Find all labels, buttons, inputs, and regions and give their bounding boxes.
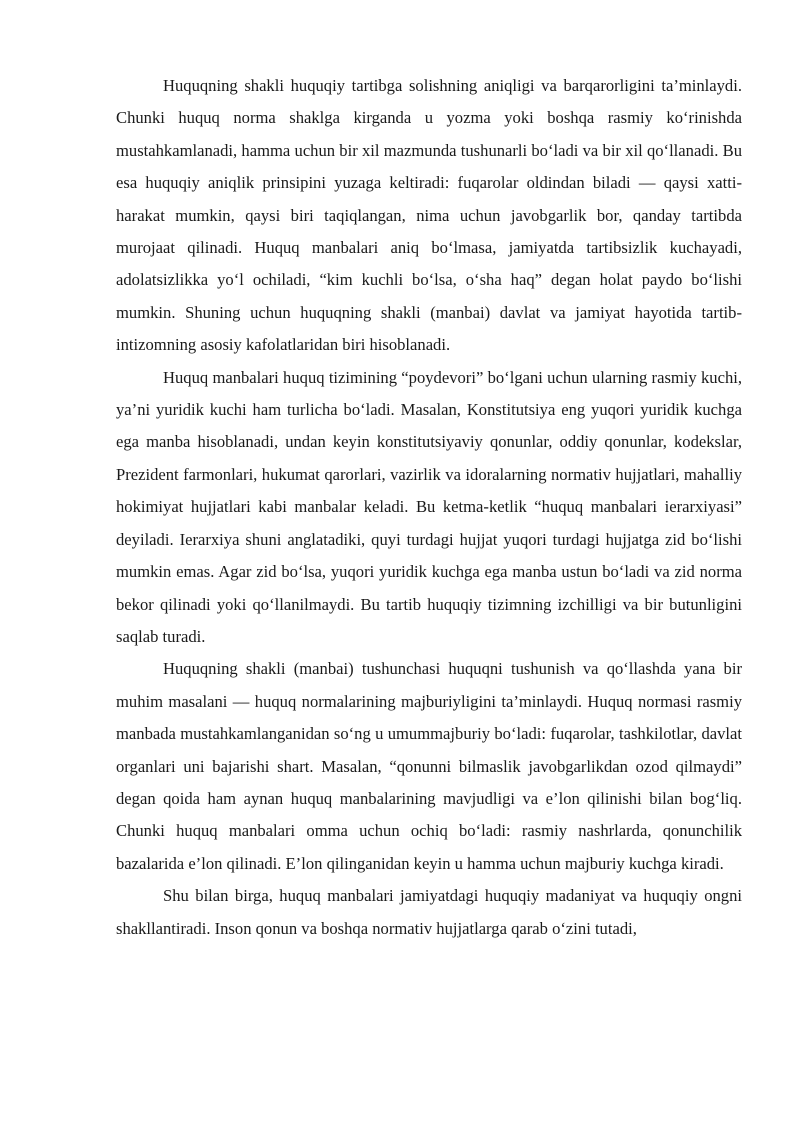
document-page: [116, 70, 742, 945]
paragraph-1: Huquqning shakli huquqiy tartibga solishning aniqligi va barqarorligini ta’minlaydi. Chunki huquq norma shaklga kirganda u yozma yoki boshqa rasmiy ko‘rinishda mustahkamlanadi, hamma uchun bir xil mazmunda tushunarli bo‘ladi va bir xil qo‘llanadi. Bu esa huquqiy aniqlik prinsipini yuzaga keltiradi: fuqarolar oldindan biladi — qaysi xatti-harakat mumkin, qaysi biri taqiqlangan, nima uchun javobgarlik bor, qanday tartibda murojaat qilinadi. Huquq manbalari aniq bo‘lmasa, jamiyatda tartibsizlik kuchayadi, adolatsizlikka yo‘l ochiladi, “kim kuchli bo‘lsa, o‘sha haq” degan holat paydo bo‘lishi mumkin. Shuning uchun huquqning shakli (manbai) davlat va jamiyat hayotida tartib-intizomning asosiy kafolatlaridan biri hisoblanadi.: [116, 76, 742, 355]
paragraph-4: Shu bilan birga, huquq manbalari jamiyatdagi huquqiy madaniyat va huquqiy ongni shakllantiradi. Inson qonun va boshqa normativ hujjatlarga qarab o‘zini tutadi,: [116, 886, 742, 938]
paragraph-3: Huquqning shakli (manbai) tushunchasi huquqni tushunish va qo‘llashda yana bir muhim masalani — huquq normalarining majburiyligini ta’minlaydi. Huquq normasi rasmiy manbada mustahkamlanganidan so‘ng u umummajburiy bo‘ladi: fuqarolar, tashkilotlar, davlat organlari uni bajarishi shart. Masalan, “qonunni bilmaslik javobgarlikdan ozod qilmaydi” degan qoida ham aynan huquq manbalarining mavjudligi va e’lon qilinishi bilan bog‘liq. Chunki huquq manbalari omma uchun ochiq bo‘ladi: rasmiy nashrlarda, qonunchilik bazalarida e’lon qilinadi. E’lon qilinganidan keyin u hamma uchun majburiy kuchga kiradi.: [116, 659, 742, 873]
paragraph-2: Huquq manbalari huquq tizimining “poydevori” bo‘lgani uchun ularning rasmiy kuchi, ya’ni yuridik kuchi ham turlicha bo‘ladi. Masalan, Konstitutsiya eng yuqori yuridik kuchga ega manba hisoblanadi, undan keyin konstitutsiyaviy qonunlar, oddiy qonunlar, kodekslar, Prezident farmonlari, hukumat qarorlari, vazirlik va idoralarning normativ hujjatlari, mahalliy hokimiyat hujjatlari kabi manbalar keladi. Bu ketma-ketlik “huquq manbalari ierarxiyasi” deyiladi. Ierarxiya shuni anglatadiki, quyi turdagi hujjat yuqori turdagi hujjatga zid bo‘lishi mumkin emas. Agar zid bo‘lsa, yuqori yuridik kuchga ega manba ustun bo‘ladi va zid norma bekor qilinadi yoki qo‘llanilmaydi. Bu tartib huquqiy tizimning izchilligi va bir butunligini saqlab turadi.: [116, 367, 742, 646]
